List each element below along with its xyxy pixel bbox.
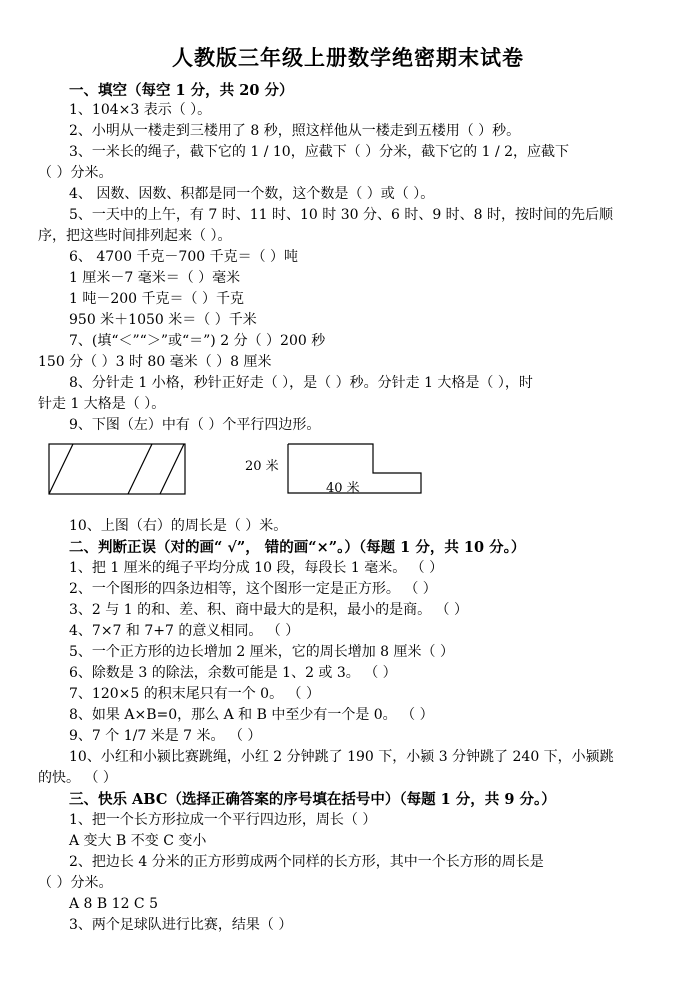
figure-slant-line-2	[128, 444, 152, 494]
section2-heading: 二、判断正误（对的画“ √”， 错的画“×”。）（每题 1 分，共 10 分。）	[69, 539, 526, 556]
figure-width-label: 20 米	[245, 459, 279, 474]
choice-question-3: 3、两个足球队进行比赛，结果（ ）	[69, 917, 293, 933]
fill-question-3: 3、一米长的绳子，截下它的 1 / 10，应截下（ ）分米，截下它的 1 / 2，应截下	[69, 144, 570, 160]
fill-question-1: 1、104×3 表示（ ）。	[69, 102, 212, 118]
choice-question-2-cont: （ ）分米。	[38, 875, 113, 891]
section1-heading: 一、填空（每空 1 分，共 20 分）	[69, 82, 294, 99]
choice-question-2: 2、把边长 4 分米的正方形剪成两个同样的长方形，其中一个长方形的周长是	[69, 854, 544, 870]
judge-question-2: 2、一个图形的四条边相等，这个图形一定是正方形。 （ ）	[69, 581, 437, 597]
fill-question-6: 6、 4700 千克－700 千克＝（ ）吨	[69, 249, 299, 265]
fill-question-8: 8、分针走 1 小格，秒针正好走（ ），是（ ）秒。分针走 1 大格是（ ），时	[69, 375, 533, 391]
fill-question-10: 10、上图（右）的周长是（ ）米。	[69, 518, 288, 534]
fill-question-2: 2、小明从一楼走到三楼用了 8 秒，照这样他从一楼走到五楼用（ ）秒。	[69, 123, 521, 139]
judge-question-9: 9、7 个 1/7 米是 7 米。 （ ）	[69, 728, 262, 744]
choice-question-1: 1、把一个长方形拉成一个平行四边形，周长（ ）	[69, 812, 377, 828]
judge-question-8: 8、如果 A×B=0，那么 A 和 B 中至少有一个是 0。 （ ）	[69, 707, 434, 723]
figure-slant-line-3	[160, 444, 184, 494]
judge-question-4: 4、7×7 和 7+7 的意义相同。 （ ）	[69, 623, 300, 639]
fill-question-7-cont: 150 分（ ）3 时 80 毫米（ ）8 厘米	[38, 354, 272, 370]
fill-question-9: 9、下图（左）中有（ ）个平行四边形。	[69, 417, 321, 433]
fill-question-6-d: 950 米＋1050 米＝（ ）千米	[69, 312, 257, 328]
judge-question-6: 6、除数是 3 的除法，余数可能是 1、2 或 3。 （ ）	[69, 665, 397, 681]
judge-question-7: 7、120×5 的积末尾只有一个 0。 （ ）	[69, 686, 320, 702]
judge-question-1: 1、把 1 厘米的绳子平均分成 10 段，每段长 1 毫米。 （ ）	[69, 560, 444, 576]
choice-question-1-options: A 变大 B 不变 C 变小	[69, 833, 207, 849]
figure-length-label: 40 米	[326, 481, 360, 496]
figure-slant-line-1	[49, 444, 73, 494]
page-title: 人教版三年级上册数学绝密期末试卷	[172, 45, 524, 70]
fill-question-5-cont: 序，把这些时间排列起来（ ）。	[38, 228, 232, 244]
choice-question-2-options: A 8 B 12 C 5	[69, 896, 158, 912]
fill-question-4: 4、 因数、因数、积都是同一个数，这个数是（ ）或（ ）。	[69, 186, 435, 202]
fill-question-5: 5、一天中的上午，有 7 时、11 时、10 时 30 分、6 时、9 时、8 时，按时间的先后顺	[69, 207, 614, 223]
judge-question-10: 10、小红和小颍比赛跳绳，小红 2 分钟跳了 190 下，小颍 3 分钟跳了 240 下，小颍跳	[69, 749, 614, 765]
fill-question-6-b: 1 厘米－7 毫米＝（ ）毫米	[69, 270, 241, 286]
fill-question-3-cont: （ ）分米。	[38, 165, 113, 181]
fill-question-7: 7、(填“＜”“＞”或“＝”) 2 分（ ）200 秒	[69, 333, 326, 349]
judge-question-5: 5、一个正方形的边长增加 2 厘米，它的周长增加 8 厘米（ ）	[69, 644, 454, 660]
section3-heading: 三、快乐 ABC（选择正确答案的序号填在括号中）（每题 1 分，共 9 分。）	[69, 791, 556, 808]
fill-question-6-c: 1 吨－200 千克＝（ ）千克	[69, 291, 244, 307]
judge-question-3: 3、2 与 1 的和、差、积、商中最大的是积，最小的是商。 （ ）	[69, 602, 468, 618]
fill-question-8-cont: 针走 1 大格是（ ）。	[38, 396, 166, 412]
judge-question-10-cont: 的快。 （ ）	[38, 770, 117, 786]
parallelogram-figure	[48, 443, 188, 496]
